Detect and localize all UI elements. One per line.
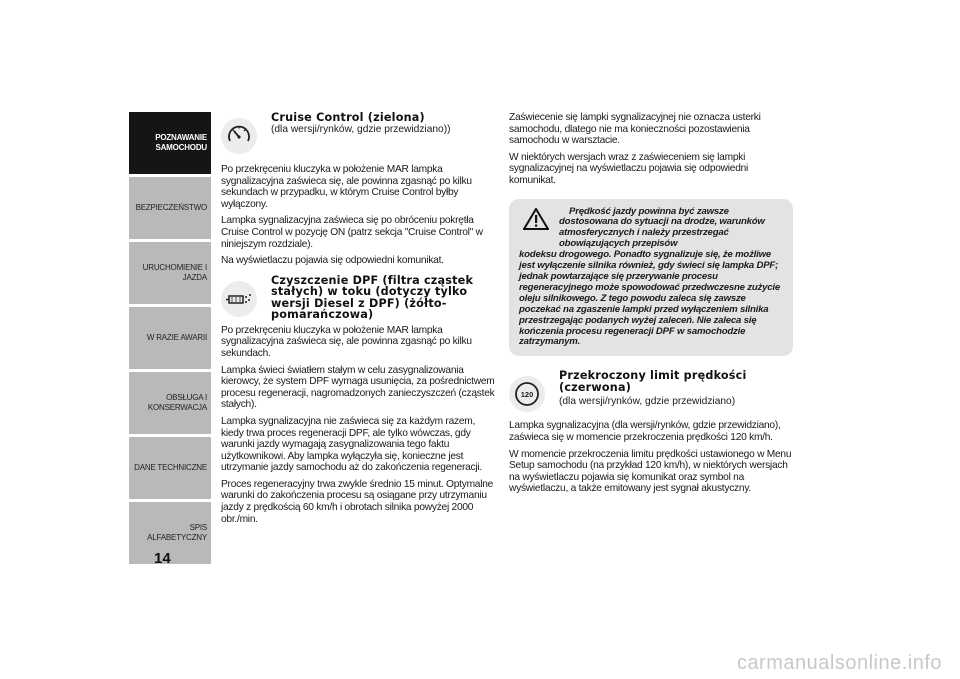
dpf-paragraph-2: Lampka świeci światłem stałym w celu zasygnalizowania kierowcy, że system DPF wymaga usunięcia, za pośrednictwem procesu regeneracji, nagromadzonych zanieczyszczeń (cząstek stałych). — [221, 364, 495, 411]
speed-paragraph-2: W momencie przekroczenia limitu prędkości ustawionego w Menu Setup samochodu (na przykład 120 km/h), w niektórych wersjach na wyświetlaczu pojawia się komunikat oraz symbol na wyświetlaczu, a także emitowany jest sygnał akustyczny. — [509, 448, 792, 495]
cruise-control-icon — [221, 118, 257, 154]
dpf-heading — [221, 275, 499, 321]
left-column — [221, 112, 499, 530]
chapter-sidebar — [129, 112, 211, 567]
cruise-control-heading — [221, 112, 499, 154]
cruise-control-subtitle: (dla wersji/rynków, gdzie przewidziano)) — [271, 123, 451, 135]
speed-limit-title: Przekroczony limit prędkości (czerwona) — [559, 369, 747, 394]
cruise-control-title: Cruise Control (zielona) — [271, 111, 425, 124]
tab-poznawanie-samochodu[interactable]: POZNAWANIE SAMOCHODU — [129, 112, 211, 174]
cruise-paragraph-3: Na wyświetlaczu pojawia się odpowiedni komunikat. — [221, 255, 444, 267]
tab-spis-alfabetyczny[interactable]: SPIS ALFABETYCZNY — [129, 502, 211, 564]
speed-limit-icon — [509, 376, 545, 412]
dpf-paragraph-4: Proces regeneracyjny trwa zwykle średnio 15 minut. Optymalne warunki do zakończenia procesu są osiągane przy utrzymaniu jazdy z prędkością 60 km/h i obrotach silnika powyżej 2000 obr./min. — [221, 478, 494, 525]
speed-limit-icon-text: 120 — [520, 390, 534, 400]
cruise-paragraph-1: Po przekręceniu kluczyka w położenie MAR lampka sygnalizacyjna zaświeca się, ale powinna zgasnąć po kilku sekundach w przypadku, w którym Cruise Control byłby wyłączony. — [221, 164, 472, 210]
dpf-note-paragraph-1: Zaświecenie się lampki sygnalizacyjnej nie oznacza usterki samochodu, dlatego nie ma konieczności pozostawienia samochodu w warsztacie. — [509, 112, 761, 147]
speed-limit-subtitle: (dla wersji/rynków, gdzie przewidziano) — [559, 396, 736, 408]
watermark: carmanualsonline.info — [736, 652, 942, 674]
warning-text — [519, 207, 783, 349]
warning-body: kodeksu drogowego. Ponadto sygnalizuje się, że możliwe jest wyłączenie silnika również, gdy świeci się lampka DPF; jednak powtarzające się przerywanie procesu regeneracyjnego może spowodować przedwczesne zużycie oleju silnikowego. Z tego powodu zaleca się zawsze poczekać na zgaszenie lampki przed wyłączeniem silnika przestrzegając podanych wyżej zaleceń. Nie zaleca się kończenia procesu regeneracji DPF w samochodzie zatrzymanym. — [519, 249, 780, 348]
tab-w-razie-awarii[interactable]: W RAZIE AWARII — [129, 307, 211, 369]
page-number: 14 — [154, 550, 171, 567]
speed-limit-heading — [509, 370, 793, 412]
tab-dane-techniczne[interactable]: DANE TECHNICZNE — [129, 437, 211, 499]
right-column — [509, 112, 793, 500]
dpf-note-paragraph-2: W niektórych wersjach wraz z zaświeceniem się lampki sygnalizacyjnej na wyświetlaczu pojawia się odpowiedni komunikat. — [509, 151, 749, 186]
dpf-paragraph-1: Po przekręceniu kluczyka w położenie MAR lampka sygnalizacyjna zaświeca się, ale powinna zgasnąć po kilku sekundach. — [221, 324, 472, 359]
warning-lead: Prędkość jazdy powinna być zawsze dostosowana do sytuacji na drodze, warunków atmosferycznych i należy przestrzegać obowiązujących przepisów — [559, 205, 765, 250]
tab-uruchomienie-i-jazda[interactable]: URUCHOMIENIE I JAZDA — [129, 242, 211, 304]
cruise-paragraph-2: Lampka sygnalizacyjna zaświeca się po obróceniu pokrętła Cruise Control w pozycję ON (patrz sekcja "Cruise Control" w niniejszym rozdziale). — [221, 215, 483, 250]
warning-box — [509, 199, 793, 357]
tab-bezpieczenstwo[interactable]: BEZPIECZEŃSTWO — [129, 177, 211, 239]
dpf-title: Czyszczenie DPF (filtra cząstek stałych) w toku (dotyczy tylko wersji Diesel z DPF) (żółto-pomarańczowa) — [271, 273, 474, 322]
speed-paragraph-1: Lampka sygnalizacyjna (dla wersji/rynków, gdzie przewidziano), zaświeca się w momencie przekroczenia prędkości 120 km/h. — [509, 420, 781, 443]
tab-obsluga-i-konserwacja[interactable]: OBSŁUGA I KONSERWACJA — [129, 372, 211, 434]
warning-triangle-icon — [523, 208, 549, 235]
dpf-paragraph-3: Lampka sygnalizacyjna nie zaświeca się za każdym razem, kiedy trwa proces regeneracji DPF, ale tylko wówczas, gdy warunki jazdy wymagają zasygnalizowania tego faktu użytkownikowi. Aby lampka wyłączyła się, konieczne jest utrzymanie jazdy samochodu aż do zakończenia regeneracji. — [221, 415, 482, 474]
dpf-filter-icon — [221, 281, 257, 317]
